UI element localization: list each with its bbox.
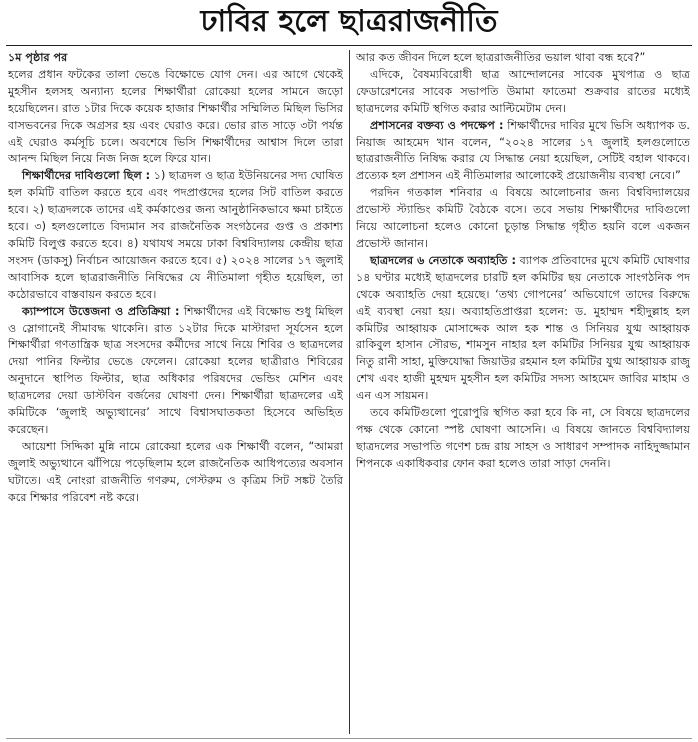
paragraph: তবে কমিটিগুলো পুরোপুরি স্থগিত করা হবে কি না, সে বিষয়ে ছাত্রদলের পক্ষ থেকে কোনো স্পষ্ট ঘোষণা আসেনি। এ বিষয়ে জানতে বিশ্ববিদ্যালয় ছাত্রদলের সভাপতি গণেশ চন্দ্র রায় সাহস ও সাধারণ সম্পাদক নাহিদুজ্জামান শিপনকে একাধিকবার ফোন করা হলেও তারা সাড়া দেননি। [356,406,690,470]
paragraph [8,50,343,67]
paragraph [356,253,690,405]
subheading: প্রশাসনের বক্তব্য ও পদক্ষেপ : [370,118,504,132]
continuation-kicker: ১ম পৃষ্ঠার পর [8,51,68,64]
paragraph-text: ব্যাপক প্রতিবাদের মুখে কমিটি ঘোষণার ১৪ ঘণ্টার মধ্যেই ছাত্রদলের চারটি হল কমিটির ছয় নেতাকে সাংগঠনিক পদ থেকে অব্যাহতি দেয়া হয়েছে। ‘তথ্য গোপনের’ অভিযোগে তাদের বিরুদ্ধে এই ব্যবস্থা নেয়া হয়। অব্যাহতিপ্রাপ্তরা হলেন: ড. মুহাম্মদ শহীদুল্লাহ হল কমিটির আহ্বায়ক মোসাদ্দেক আল হক শান্ত ও সিনিয়র যুগ্ম আহ্বায়ক রাকিবুল হাসান সৌরভ, শামসুন নাহার হল কমিটির সিনিয়র যুগ্ম আহ্বায়ক নিতু রানী সাহা, মুক্তিযোদ্ধা জিয়াউর রহমান হল কমিটির যুগ্ম আহ্বায়ক রাজু শেখ এবং হাজী মুহম্মদ মুহসীন হল কমিটির সদস্য আহমেদ জাবির মাহাম ও এন এস সায়মন। [356,253,690,403]
paragraph: এদিকে, বৈষম্যবিরোধী ছাত্র আন্দোলনের সাবেক মুখপাত্র ও ছাত্র ফেডারেশনের সাবেক সভাপতি উমামা ফাতেমা শুক্রবার রাতের মধ্যেই ছাত্রদলের কমিটি স্থগিত করার আল্টিমেটাম দেন। [356,67,690,115]
subheading: ছাত্রদলের ৬ নেতাকে অব্যাহতি : [370,253,516,267]
paragraph: পরদিন গতকাল শনিবার এ বিষয়ে আলোচনার জন্য বিশ্ববিদ্যালয়ের প্রভোস্ট স্ট্যান্ডিং কমিটি বৈঠকে বসে। তবে সভায় শিক্ষার্থীদের দাবিগুলো নিয়ে আলোচনা হলেও কোনো চূড়ান্ত সিদ্ধান্ত গৃহীত হয়নি বলে একজন প্রভোস্ট জানান। [356,186,690,250]
headline: ঢাবির হলে ছাত্ররাজনীতি [200,4,498,39]
left-column [8,50,343,738]
paragraph: আর কত জীবন দিলে হলে ছাত্ররাজনীতির ভয়াল থাবা বন্ধ হবে?” [356,51,646,64]
paragraph-text: ১) ছাত্রদল ও ছাত্র ইউনিয়নের সদ্য ঘোষিত হল কমিটি বাতিল করতে হবে এবং পদপ্রাপ্তদের হলের সিট বাতিল করতে হবে। ২) ছাত্রদলকে তাদের এই কর্মকাণ্ডের জন্য আনুষ্ঠানিকভাবে ক্ষমা চাইতে হবে। ৩) হলগুলোতে বিদ্যমান সব রাজনৈতিক সংগঠনের গুপ্ত ও প্রকাশ্য কমিটি বিলুপ্ত করতে হবে। ৪) যথাযথ সময়ে ঢাকা বিশ্ববিদ্যালয় কেন্দ্রীয় ছাত্র সংসদ (ডাকসু) নির্বাচন আয়োজন করতে হবে। ৫) ২০২৪ সালের ১৭ জুলাই আবাসিক হলে ছাত্ররাজনীতি নিষিদ্ধের যে নীতিমালা গৃহীত হয়েছিল, তা কঠোরভাবে বাস্তবায়ন করতে হবে। [8,169,343,301]
paragraph: আয়েশা সিদ্দিকা মুন্নি নামে রোকেয়া হলের এক শিক্ষার্থী বলেন, “আমরা জুলাই অভ্যুত্থানে ঝাঁপিয়ে পড়েছিলাম হলে রাজনৈতিক আধিপত্যের অবসান ঘটাতে। এই নোংরা রাজনীতি গণরুম, গেস্টরুম ও কৃত্রিম সিট সঙ্কট তৈরি করে শিক্ষার পরিবেশ নষ্ট করে। [8,439,343,504]
paragraph-text: শিক্ষার্থীদের দাবির মুখে ভিসি অধ্যাপক ড. নিয়াজ আহমেদ খান বলেন, “২০২৪ সালের ১৭ জুলাই হলগুলোতে ছাত্ররাজনীতি নিষিদ্ধ করার যে সিদ্ধান্ত নেয়া হয়েছিল, সেটিই বহাল থাকবে। প্রত্যেক হল প্রশাসন এই নীতিমালার আলোকেই প্রয়োজনীয় ব্যবস্থা নেবে।” [356,118,690,183]
bottom-rule [6,738,692,739]
subheading: ক্যাম্পাসে উত্তেজনা ও প্রতিক্রিয়া : [22,304,180,318]
paragraph: হলের প্রধান ফটকের তালা ভেঙে বিক্ষোভে যোগ দেন। এর আগে থেকেই মুহসীন হলসহ অন্যান্য হলের শিক্ষার্থীরা রোকেয়া হলের সামনে জড়ো হয়েছিলেন। রাত ১টার দিকে কয়েক হাজার শিক্ষার্থীর সম্মিলিত মিছিল ভিসির বাসভবনের দিকে অগ্রসর হয় এবং ঘেরাও করে। ভোর রাত সাড়ে ৩টা পর্যন্ত এই ঘেরাও কর্মসূচি চলে। অবশেষে ভিসি শিক্ষার্থীদের আশ্বাস দিলে তারা আনন্দ মিছিল নিয়ে নিজ নিজ হলে ফিরে যান। [8,67,343,166]
headline-rule [6,45,692,46]
column-divider [349,50,350,734]
subheading: শিক্ষার্থীদের দাবিগুলো ছিল : [22,169,151,183]
paragraph-text: শিক্ষার্থীদের এই বিক্ষোভ শুধু মিছিল ও স্লোগানেই সীমাবদ্ধ থাকেনি। রাত ১২টার দিকে মাস্টারদা সূর্যসেন হলে শিক্ষার্থীরা গণতান্ত্রিক ছাত্র সংসদের কর্মীদের সাথে নিয়ে শিবির ও ছাত্রদলের দেয়া পানির ফিল্টার ভেঙে ফেলেন। রোকেয়া হলের ছাত্রীরাও শিবিরের অনুদানে স্থাপিত ফিল্টার, ছাত্র অধিকার পরিষদের ভেন্ডিং মেশিন এবং ছাত্রদলের দেয়া ডাস্টবিন বর্জনের ঘোষণা দেন। শিক্ষার্থীরা ছাত্রদলের এই কমিটিকে ‘জুলাই অভ্যুত্থানের’ সাথে বিশ্বাসঘাতকতা হিসেবে অভিহিত করেছেন। [8,304,343,436]
right-column [356,50,690,738]
paragraph [356,118,690,186]
paragraph [8,304,343,439]
paragraph [8,168,343,303]
